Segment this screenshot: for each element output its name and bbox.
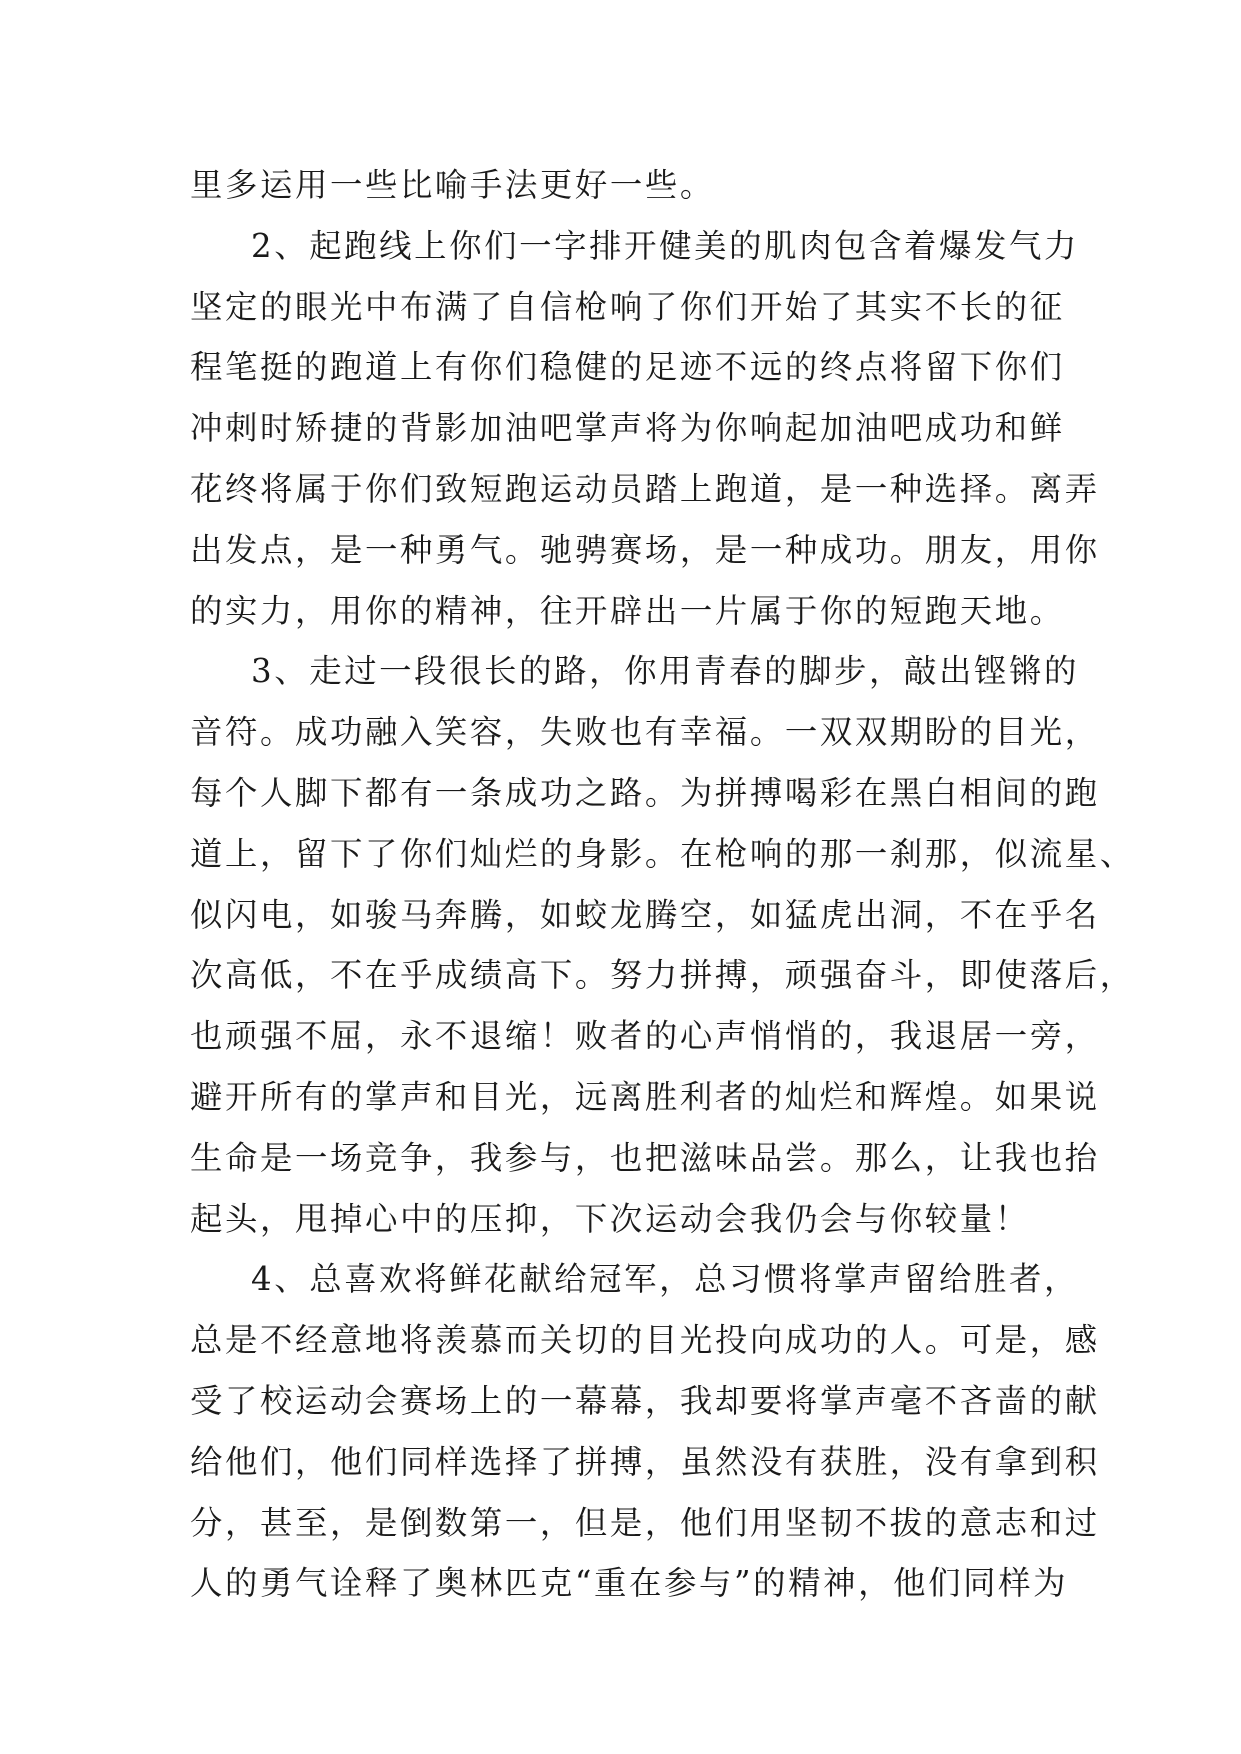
text-line: 的实力，用你的精神，往开辟出一片属于你的短跑天地。 xyxy=(190,591,1065,630)
text-line: 起头，甩掉心中的压抑，下次运动会我仍会与你较量！ xyxy=(190,1199,1030,1238)
text-line: 分，甚至，是倒数第一，但是，他们用坚韧不拔的意志和过 xyxy=(190,1503,1100,1542)
body-text xyxy=(190,155,1135,1614)
text-line: 受了校运动会赛场上的一幕幕，我却要将掌声毫不吝啬的献 xyxy=(190,1381,1100,1420)
text-line: 次高低，不在乎成绩高下。努力拼搏，顽强奋斗，即使落后， xyxy=(190,956,1135,995)
text-line: 程笔挺的跑道上有你们稳健的足迹不远的终点将留下你们 xyxy=(190,348,1065,387)
text-line: 花终将属于你们致短跑运动员踏上跑道，是一种选择。离弄 xyxy=(190,469,1100,508)
text-line: 冲刺时矫捷的背影加油吧掌声将为你响起加油吧成功和鲜 xyxy=(190,409,1065,448)
text-line: 似闪电，如骏马奔腾，如蛟龙腾空，如猛虎出洞，不在乎名 xyxy=(190,895,1100,934)
text-line: 人的勇气诠释了奥林匹克“重在参与”的精神，他们同样为 xyxy=(190,1564,1069,1603)
text-line: 出发点，是一种勇气。驰骋赛场，是一种成功。朋友，用你 xyxy=(190,530,1100,569)
text-line: 3、走过一段很长的路，你用青春的脚步，敲出铿锵的 xyxy=(251,652,1079,691)
text-line: 坚定的眼光中布满了自信枪响了你们开始了其实不长的征 xyxy=(190,287,1065,326)
text-line: 每个人脚下都有一条成功之路。为拼搏喝彩在黑白相间的跑 xyxy=(190,773,1100,812)
text-line: 总是不经意地将羡慕而关切的目光投向成功的人。可是，感 xyxy=(190,1321,1100,1360)
text-line: 2、起跑线上你们一字排开健美的肌肉包含着爆发气力 xyxy=(251,226,1079,265)
text-line: 给他们，他们同样选择了拼搏，虽然没有获胜，没有拿到积 xyxy=(190,1442,1100,1481)
text-line: 里多运用一些比喻手法更好一些。 xyxy=(190,166,715,204)
text-line: 4、总喜欢将鲜花献给冠军，总习惯将掌声留给胜者， xyxy=(251,1260,1079,1299)
text-line: 也顽强不屈，永不退缩！败者的心声悄悄的，我退居一旁， xyxy=(190,1017,1100,1056)
text-line: 道上，留下了你们灿烂的身影。在枪响的那一刹那，似流星、 xyxy=(190,834,1135,873)
text-line: 生命是一场竞争，我参与，也把滋味品尝。那么，让我也抬 xyxy=(190,1138,1100,1177)
text-line: 音符。成功融入笑容，失败也有幸福。一双双期盼的目光， xyxy=(190,713,1100,752)
text-line: 避开所有的掌声和目光，远离胜利者的灿烂和辉煌。如果说 xyxy=(190,1077,1100,1116)
